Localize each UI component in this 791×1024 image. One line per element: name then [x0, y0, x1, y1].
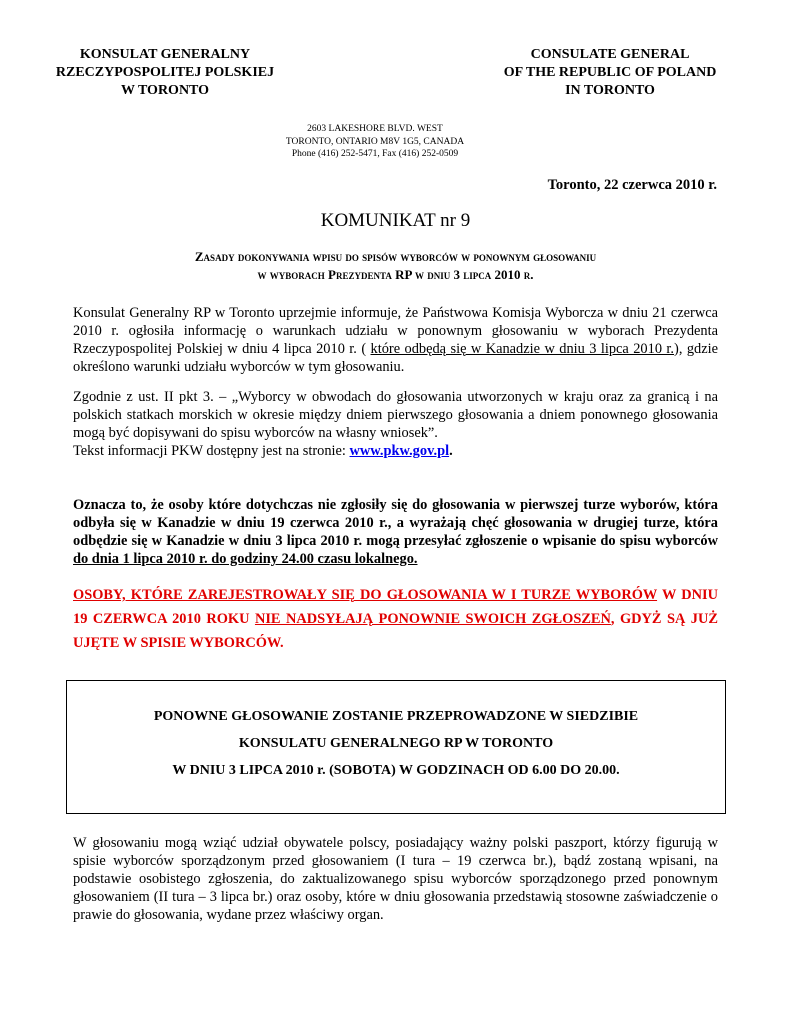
- address-line-1: 2603 LAKESHORE BLVD. WEST: [307, 124, 443, 134]
- paragraph-1-tail: ), gdzie określono warunki udziału wyborców w tym głosowaniu.: [73, 341, 718, 375]
- box-line-2: KONSULATU GENERALNEGO RP W TORONTO: [238, 736, 554, 751]
- paragraph-5: W głosowaniu mogą wziąć udział obywatele polscy, posiadający ważny polski paszport, którzy figurują w spisie wyborców sporządzonym przed głosowaniem (I tura – 19 czerwca br.), bądź zostaną wpisani, na podstawie osobistego zgłoszenia, do zaktualizowanego spisu wyborców sporządzonego przed ponownym głosowaniem (II tura – 3 lipca br.) oraz osoby, które w dniu głosowania przedstawią stosowne zaświadczenie o prawie do głosowania, wydane przez właściwy organ.: [73, 835, 718, 923]
- notice-part-4: , GDYŻ SĄ JUŻ UJĘTE W SPISIE WYBORCÓW.: [73, 611, 718, 651]
- paragraph-2-text: Zgodnie z ust. II pkt 3. – „Wyborcy w obwodach do głosowania utworzonych w kraju oraz za granicą i na polskich statkach morskich w okresie między dniem pierwszego głosowania a dniem ponownego głosowania mogą być dopisywani do spisu wyborców na własny wniosek”.: [73, 389, 718, 441]
- voting-location-box: [66, 680, 726, 814]
- address-line-3: Phone (416) 252-5471, Fax (416) 252-0509: [291, 149, 459, 159]
- subtitle: [60, 248, 731, 284]
- registered-voters-notice: [73, 583, 718, 655]
- subtitle-line-2: w wyborach Prezydenta RP w dniu 3 lipca 2010 r.: [257, 267, 534, 282]
- paragraph-2-period: .: [449, 443, 453, 459]
- header-right-line-1: CONSULATE GENERAL: [530, 47, 690, 62]
- paragraph-2-source-line: [73, 442, 718, 460]
- paragraph-1-text: Konsulat Generalny RP w Toronto uprzejmie informuje, że Państwowa Komisja Wyborcza w dniu 21 czerwca 2010 r. ogłosiła informację o warunkach udziału w ponownym głosowaniu w wyborach Prezydenta Rzeczypospolitej Polskiej w dniu 4 lipca 2010 r. (: [73, 305, 718, 357]
- notice-part-1: OSOBY, KTÓRE ZAREJESTROWAŁY SIĘ DO GŁOSOWANIA W I TURZE WYBORÓW: [73, 587, 658, 603]
- paragraph-3-text: Oznacza to, że osoby które dotychczas nie zgłosiły się do głosowania w pierwszej turze wyborów, która odbyła się w Kanadzie w dniu 19 czerwca 2010 r., a wyrażają chęć głosowania w drugiej turze, która odbędzie się w Kanadzie w dniu 3 lipca 2010 r. mogą przesyłać zgłoszenie o wpisanie do spisu wyborców: [73, 497, 718, 549]
- paragraph-3: [73, 496, 718, 568]
- address-block: [250, 123, 500, 161]
- header-left-line-3: W TORONTO: [120, 83, 210, 98]
- header-right: [480, 46, 740, 100]
- notice-part-2: W DNIU 19 CZERWCA 2010 ROKU: [73, 587, 718, 627]
- paragraph-1: [73, 304, 718, 376]
- paragraph-2-source-label: Tekst informacji PKW dostępny jest na stronie:: [73, 443, 350, 459]
- document-date: Toronto, 22 czerwca 2010 r.: [547, 177, 717, 193]
- page-title: KOMUNIKAT nr 9: [320, 210, 471, 231]
- paragraph-2: [73, 388, 718, 460]
- header-left-line-1: KONSULAT GENERALNY: [79, 47, 251, 62]
- header-right-line-2: OF THE REPUBLIC OF POLAND: [503, 65, 717, 80]
- address-line-2: TORONTO, ONTARIO M8V 1G5, CANADA: [285, 136, 465, 147]
- header-left: [40, 46, 290, 100]
- box-line-3: W DNIU 3 LIPCA 2010 r. (SOBOTA) W GODZINACH OD 6.00 DO 20.00.: [172, 763, 620, 778]
- header-left-line-2: RZECZYPOSPOLITEJ POLSKIEJ: [55, 65, 275, 80]
- paragraph-1-underlined: które odbędą się w Kanadzie w dniu 3 lipca 2010 r.: [370, 341, 675, 357]
- pkw-website-link[interactable]: www.pkw.gov.pl: [349, 443, 450, 459]
- header-right-line-3: IN TORONTO: [565, 83, 655, 98]
- subtitle-line-1: Zasady dokonywania wpisu do spisów wyborców w ponownym głosowaniu: [194, 249, 597, 264]
- notice-part-3: NIE NADSYŁAJĄ PONOWNIE SWOICH ZGŁOSZEŃ: [254, 611, 611, 627]
- paragraph-3-deadline: do dnia 1 lipca 2010 r. do godziny 24.00 czasu lokalnego.: [73, 551, 418, 567]
- box-line-1: PONOWNE GŁOSOWANIE ZOSTANIE PRZEPROWADZONE W SIEDZIBIE: [153, 709, 639, 724]
